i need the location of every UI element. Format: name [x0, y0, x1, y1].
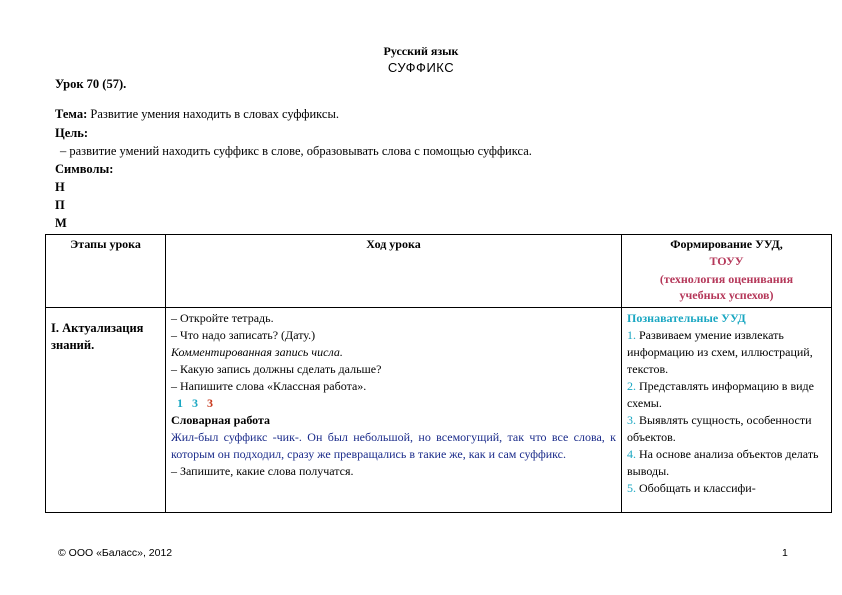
course-line: Комментированная запись числа.: [171, 345, 343, 359]
uud-item: [627, 327, 826, 378]
goal-label: Цель:: [55, 126, 89, 140]
uud-item-text: Развиваем умение извлекать информацию из схем, иллюстраций, текстов.: [627, 328, 813, 376]
table-row: [46, 308, 832, 513]
symbol-n: Н: [55, 180, 65, 194]
uud-item: [627, 378, 826, 412]
mark-2: 3: [192, 396, 198, 410]
course-line: – Что надо записать? (Дату.): [171, 328, 316, 342]
header-touu-desc: (технология оценивания учебных успехов): [659, 272, 794, 302]
vocab-title: Словарная работа: [171, 413, 271, 427]
course-last-line: – Запишите, какие слова получатся.: [171, 464, 354, 478]
header-uud: [622, 235, 832, 308]
lesson-number: Урок 70 (57).: [55, 77, 127, 91]
topic-title: СУФФИКС: [387, 60, 455, 75]
vocab-text: Жил-был суффикс -чик-. Он был небольшой, но всемогущий, так что все слова, к которым он подходил, сразу же превращались в такие же, как и сам суффикс.: [171, 430, 616, 461]
symbol-m: М: [55, 216, 67, 230]
stage-name: I. Актуализация знаний.: [51, 321, 144, 352]
course-line: – Напишите слова «Классная работа».: [171, 379, 367, 393]
symbol-p: П: [55, 198, 65, 212]
uud-item-number: 1.: [627, 328, 636, 342]
subject-title: Русский язык: [383, 44, 459, 58]
uud-section-title: Познавательные УУД: [627, 311, 746, 325]
symbols-label: Символы:: [55, 162, 114, 176]
uud-item-number: 5.: [627, 481, 636, 495]
lesson-table: [45, 234, 832, 513]
header-touu: ТОУУ: [709, 254, 744, 268]
uud-item: [627, 480, 826, 497]
theme-label: Тема:: [55, 107, 88, 121]
mark-1: 1: [177, 396, 183, 410]
course-line: – Какую запись должны сделать дальше?: [171, 362, 382, 376]
uud-item-number: 2.: [627, 379, 636, 393]
uud-item-number: 4.: [627, 447, 636, 461]
page-number: 1: [782, 547, 788, 559]
goal-text: – развитие умений находить суффикс в слове, образовывать слова с помощью суффикса.: [60, 144, 532, 158]
table-header-row: [46, 235, 832, 308]
course-line: – Откройте тетрадь.: [171, 311, 274, 325]
uud-item-text: Выявлять сущность, особенности объектов.: [627, 413, 812, 444]
uud-item-text: Обобщать и классифи-: [639, 481, 756, 495]
theme-text: Развитие умения находить в словах суффиксы.: [90, 107, 339, 121]
header-uud-title: Формирование УУД,: [670, 237, 783, 251]
uud-item-text: Представлять информацию в виде схемы.: [627, 379, 814, 410]
uud-item-text: На основе анализа объектов делать выводы.: [627, 447, 819, 478]
mark-3: 3: [207, 396, 213, 410]
header-stages: Этапы урока: [46, 235, 166, 308]
footer-copyright: © ООО «Баласс», 2012: [58, 547, 173, 559]
uud-item: [627, 446, 826, 480]
uud-item: [627, 412, 826, 446]
header-course: Ход урока: [166, 235, 622, 308]
assessment-marks: [171, 395, 616, 412]
theme-line: [55, 107, 339, 122]
uud-item-number: 3.: [627, 413, 636, 427]
